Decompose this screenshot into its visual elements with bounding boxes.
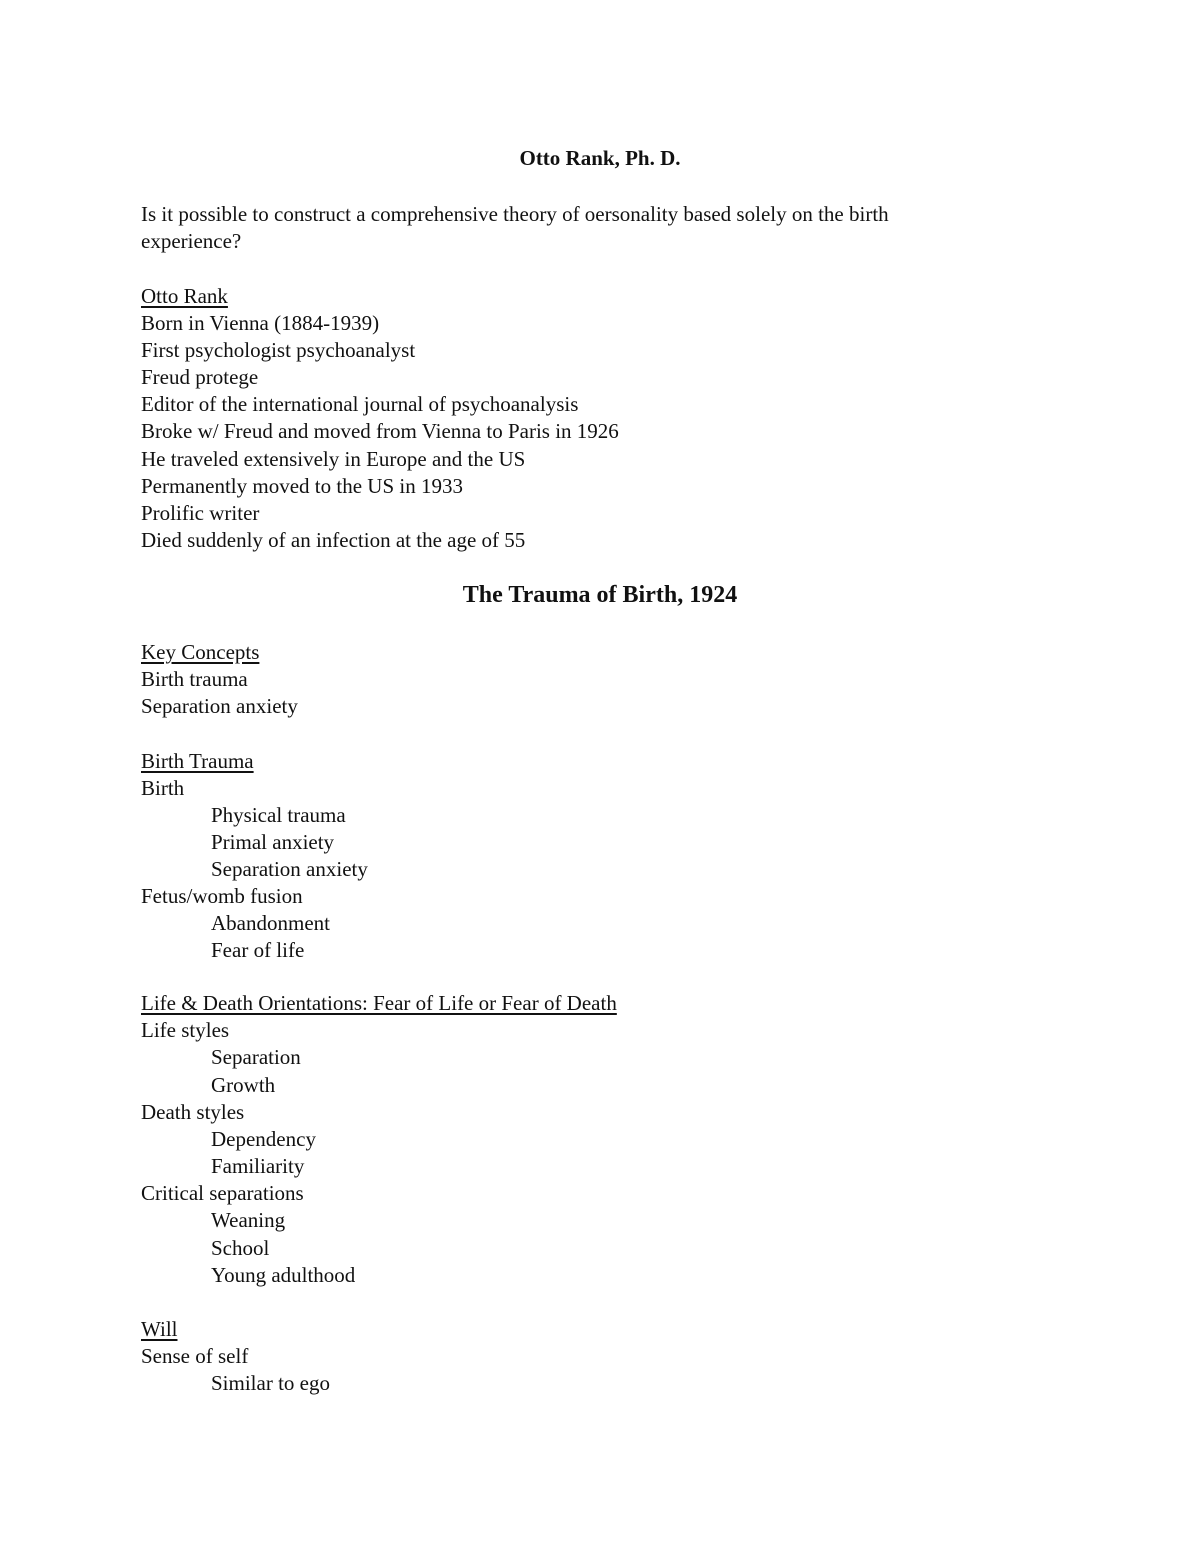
bio-item: Prolific writer	[141, 501, 260, 525]
fusion-sub-item: Fear of life	[211, 938, 305, 962]
death-styles-item: Death styles	[141, 1100, 245, 1124]
birth-sub-item: Separation anxiety	[211, 857, 368, 881]
life-styles-sub-item: Growth	[211, 1073, 276, 1097]
document-title: Otto Rank, Ph. D.	[519, 146, 681, 170]
key-concepts-heading: Key Concepts	[141, 640, 260, 664]
birth-sub-item: Primal anxiety	[211, 830, 335, 854]
life-styles-sub-item: Separation	[211, 1045, 301, 1069]
bio-heading: Otto Rank	[141, 284, 228, 308]
bio-item: Born in Vienna (1884-1939)	[141, 311, 380, 335]
bio-item: Editor of the international journal of psychoanalysis	[141, 392, 579, 416]
critical-separations-sub-item: School	[211, 1236, 270, 1260]
bio-item: Freud protege	[141, 365, 259, 389]
death-styles-sub-item: Familiarity	[211, 1154, 305, 1178]
will-sub-item: Similar to ego	[211, 1371, 330, 1395]
key-concept-item: Separation anxiety	[141, 694, 298, 718]
fusion-sub-item: Abandonment	[211, 911, 330, 935]
section-title: The Trauma of Birth, 1924	[462, 582, 738, 608]
life-styles-item: Life styles	[141, 1018, 230, 1042]
question-line-2: experience?	[141, 229, 242, 253]
orientations-heading: Life & Death Orientations: Fear of Life or Fear of Death	[141, 991, 617, 1015]
bio-item: First psychologist psychoanalyst	[141, 338, 416, 362]
question-line-1: Is it possible to construct a comprehensive theory of oersonality based solely on the birth	[141, 202, 889, 226]
bio-item: He traveled extensively in Europe and the US	[141, 447, 526, 471]
will-heading: Will	[141, 1317, 178, 1341]
birth-sub-item: Physical trauma	[211, 803, 346, 827]
death-styles-sub-item: Dependency	[211, 1127, 316, 1151]
birth-item: Birth	[141, 776, 185, 800]
bio-item: Broke w/ Freud and moved from Vienna to Paris in 1926	[141, 419, 619, 443]
birth-trauma-heading: Birth Trauma	[141, 749, 254, 773]
will-item: Sense of self	[141, 1344, 249, 1368]
bio-item: Permanently moved to the US in 1933	[141, 474, 463, 498]
critical-separations-item: Critical separations	[141, 1181, 304, 1205]
key-concept-item: Birth trauma	[141, 667, 248, 691]
fusion-item: Fetus/womb fusion	[141, 884, 303, 908]
critical-separations-sub-item: Young adulthood	[211, 1263, 356, 1287]
critical-separations-sub-item: Weaning	[211, 1208, 286, 1232]
bio-item: Died suddenly of an infection at the age of 55	[141, 528, 526, 552]
